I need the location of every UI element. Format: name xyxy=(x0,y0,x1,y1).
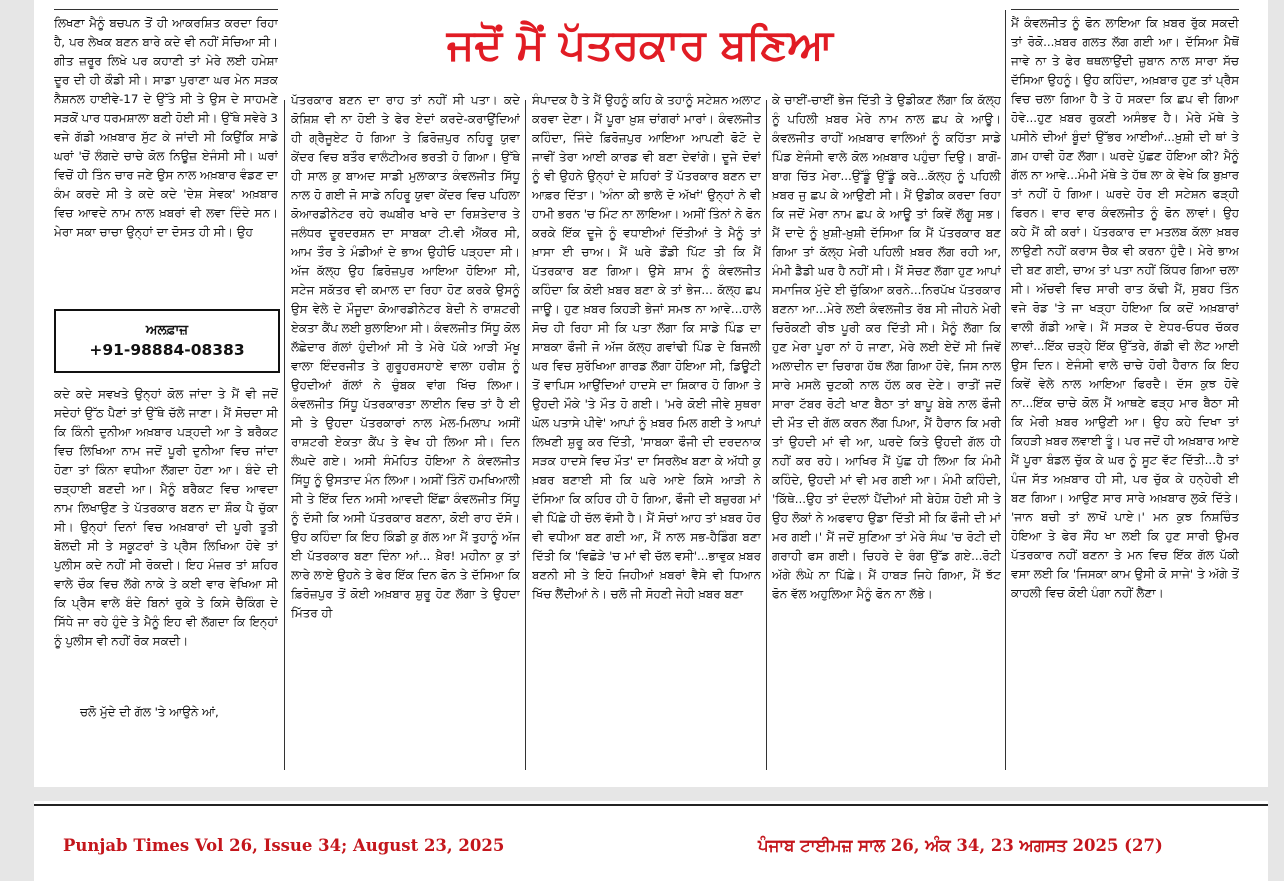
column-4 xyxy=(772,91,1001,731)
column-1-bottom xyxy=(54,385,278,695)
paragraph: ਕੇ ਚਾਈਂ-ਚਾਈਂ ਭੇਜ ਦਿੱਤੀ ਤੇ ਉਡੀਕਣ ਲੱਗਾ ਕਿ ਕੱਲ੍ਹ ਨੂੰ ਪਹਿਲੀ ਖ਼ਬਰ ਮੇਰੇ ਨਾਮ ਨਾਲ ਛਪ ਕੇ ਆਊ। ਕੰਵਲਜੀਤ ਰਾਹੀਂ ਅਖ਼ਬਾਰ ਵਾਲਿਆਂ ਨੂੰ ਕਹਿੱਤਾ ਸਾਡੇ ਪਿੰਡ ਏਜੰਸੀ ਵਾਲੇ ਕੋਲ ਅਖ਼ਬਾਰ ਪਹੁੰਚਾ ਦਿਉ। ਬਾਗੋਂ-ਬਾਗ ਚਿੱਤ ਮੇਰਾ...ਉੱਡੂੰ ਉੱਡੂੰ ਕਰੇ...ਕੱਲ੍ਹ ਨੂੰ ਪਹਿਲੀ ਖ਼ਬਰ ਜੁ ਛਪ ਕੇ ਆਉਣੀ ਸੀ। ਮੈਂ ਉਡੀਕ ਕਰਦਾ ਰਿਹਾ ਕਿ ਜਦੋਂ ਮੇਰਾ ਨਾਮ ਛਪ ਕੇ ਆਊ ਤਾਂ ਕਿਵੇਂ ਲੱਗੂ ਸਭ। ਮੈਂ ਦਾਦੇ ਨੂੰ ਖ਼ੁਸ਼ੀ-ਖ਼ੁਸ਼ੀ ਦੱਸਿਆ ਕਿ ਮੈਂ ਪੱਤਰਕਾਰ ਬਣ ਗਿਆ ਤਾਂ ਕੱਲ੍ਹ ਮੇਰੀ ਪਹਿਲੀ ਖ਼ਬਰ ਲੱਗ ਰਹੀ ਆ, ਮੰਮੀ ਡੈਡੀ ਘਰ ਹੈ ਨਹੀਂ ਸੀ। ਮੈਂ ਸੋਚਣ ਲੱਗਾ ਹੁਣ ਆਪਾਂ ਸਮਾਜਿਕ ਮੁੱਦੇ ਈ ਚੁੱਕਿਆ ਕਰਨੇ...ਨਿਰਪੱਖ ਪੱਤਰਕਾਰ ਬਣਨਾ ਆ...ਮੇਰੇ ਲਈ ਕੰਵਲਜੀਤ ਰੱਬ ਸੀ ਜੀਹਨੇ ਮੇਰੀ ਚਿਰੋਕਣੀ ਰੀਝ ਪੂਰੀ ਕਰ ਦਿੱਤੀ ਸੀ। ਮੈਨੂੰ ਲੱਗਾ ਕਿ ਹੁਣ ਮੇਰਾ ਪੂਰਾ ਨਾਂ ਹੋ ਜਾਣਾ, ਮੇਰੇ ਲਈ ਏਦੇਂ ਸੀ ਜਿਵੇਂ ਅਲਾਦੀਨ ਦਾ ਚਿਰਾਗ ਹੱਥ ਲੱਗ ਗਿਆ ਹੋਵੇ, ਜਿਸ ਨਾਲ ਸਾਰੇ ਮਸਲੇ ਚੁਟਕੀ ਨਾਲ ਹੱਲ ਕਰ ਦੇਣੇ। ਰਾਤੀਂ ਜਦੋਂ ਸਾਰਾ ਟੱਬਰ ਰੋਟੀ ਖਾਣ ਬੈਠਾ ਤਾਂ ਬਾਪੂ ਬੇਬੇ ਨਾਲ ਫੌਜੀ ਦੀ ਮੌਤ ਦੀ ਗੱਲ ਕਰਨ ਲੱਗ ਪਿਆ, ਮੈਂ ਹੈਰਾਨ ਕਿ ਮਰੀ ਤਾਂ ਉਹਦੀ ਮਾਂ ਵੀ ਆ, ਘਰਦੇ ਕਿਤੇ ਉਹਦੀ ਗੱਲ ਹੀ ਨਹੀਂ ਕਰ ਰਹੇ। ਆਖਿਰ ਮੈਂ ਪੁੱਛ ਹੀ ਲਿਆ ਕਿ ਮੰਮੀ ਕਹਿੰਦੇ, ਉਹਦੀ ਮਾਂ ਵੀ ਮਰ ਗਈ ਆ। ਮੰਮੀ ਕਹਿੰਦੀ, 'ਕਿੱਥੇ...ਉਹ ਤਾਂ ਦੰਦਲਾਂ ਪੈਂਦੀਆਂ ਸੀ ਬੇਹੋਸ਼ ਹੋਈ ਸੀ ਤੇ ਉਹ ਲੋਕਾਂ ਨੇ ਅਫਵਾਹ ਉਡਾ ਦਿੱਤੀ ਸੀ ਕਿ ਫੌਜੀ ਦੀ ਮਾਂ ਮਰ ਗਈ।' ਮੈਂ ਜਦੋਂ ਸੁਣਿਆ ਤਾਂ ਮੇਰੇ ਸੰਘ 'ਚ ਰੋਟੀ ਦੀ ਗਰਾਹੀ ਫਸ ਗਈ। ਚਿਹਰੇ ਦੇ ਰੰਗ ਉੱਡ ਗਏ...ਰੋਟੀ ਅੱਗੇ ਲੰਘੇ ਨਾ ਪਿੱਛੇ। ਮੈਂ ਹਾਬੜ ਜਿਹੇ ਗਿਆ, ਮੈਂ ਝੱਟ ਫੋਨ ਵੱਲ ਅਹੁਲਿਆ ਮੈਨੂੰ ਫੋਨ ਨਾ ਲੱਭੇ। xyxy=(772,93,1001,601)
author-phone: +91-98884-08383 xyxy=(89,341,245,359)
column-divider xyxy=(1005,10,1006,770)
paragraph: ਕਦੇ ਕਦੇ ਸਵਖਤੇ ਉਨ੍ਹਾਂ ਕੋਲ ਜਾਂਦਾ ਤੇ ਮੈਂ ਵੀ ਜਦੋਂ ਸਦੇਹਾਂ ਉੱਠ ਪੈਣਾਂ ਤਾਂ ਉੱਥੇ ਚੱਲੇ ਜਾਣਾ। ਮੈਂ ਸੋਚਦਾ ਸੀ ਕਿ ਕਿੰਨੀ ਦੁਨੀਆ ਅਖ਼ਬਾਰ ਪੜ੍ਹਦੀ ਆ ਤੇ ਬਰੈਕਟ ਵਿਚ ਲਿਖਿਆ ਨਾਮ ਜਦੋਂ ਪੂਰੀ ਦੁਨੀਆ ਵਿਚ ਜਾਂਦਾ ਹੋਣਾ ਤਾਂ ਕਿੰਨਾ ਵਧੀਆ ਲੱਗਦਾ ਹੋਣਾ ਆ। ਬੰਦੇ ਦੀ ਚੜ੍ਹਾਈ ਬਣਦੀ ਆ। ਮੈਨੂੰ ਬਰੈਕਟ ਵਿਚ ਆਵਦਾ ਨਾਮ ਲਿਖਾਉਣ ਤੇ ਪੱਤਰਕਾਰ ਬਣਨ ਦਾ ਸ਼ੌਕ ਪੈ ਚੁੱਕਾ ਸੀ। ਉਨ੍ਹਾਂ ਦਿਨਾਂ ਵਿਚ ਅਖ਼ਬਾਰਾਂ ਦੀ ਪੂਰੀ ਤੂਤੀ ਬੋਲਦੀ ਸੀ ਤੇ ਸਕੂਟਰਾਂ ਤੇ ਪ੍ਰੈਸ ਲਿਖਿਆ ਹੋਵੇ ਤਾਂ ਪੁਲੀਸ ਕਦੇ ਨਹੀਂ ਸੀ ਰੋਕਦੀ। ਇਹ ਮੰਜ਼ਰ ਤਾਂ ਸ਼ਹਿਰ ਵਾਲੇ ਚੌਕ ਵਿਚ ਲੱਗੇ ਨਾਕੇ ਤੇ ਕਈ ਵਾਰ ਵੇਖਿਆ ਸੀ ਕਿ ਪ੍ਰੈਸ ਵਾਲੇ ਬੰਦੇ ਬਿਨਾਂ ਰੁਕੇ ਤੇ ਕਿਸੇ ਚੈਕਿੰਗ ਦੇ ਸਿੱਧੇ ਜਾ ਰਹੇ ਹੁੰਦੇ ਤੇ ਮੈਨੂੰ ਇਹ ਵੀ ਲੱਗਦਾ ਕਿ ਇਨ੍ਹਾਂ ਨੂੰ ਪੁਲੀਸ ਵੀ ਨਹੀਂ ਰੋਕ ਸਕਦੀ। xyxy=(54,387,278,648)
column-1-top xyxy=(54,14,278,299)
footer-rule xyxy=(34,804,1268,806)
column-divider xyxy=(766,100,767,770)
column-5 xyxy=(1011,14,1239,714)
paragraph: ਚਲੋ ਮੁੱਦੇ ਦੀ ਗੱਲ 'ਤੇ ਆਉਨੇ ਆਂ, xyxy=(80,705,219,719)
column-top-rule xyxy=(1011,9,1239,10)
author-box xyxy=(54,309,280,373)
column-divider xyxy=(284,100,285,770)
column-divider xyxy=(525,100,526,770)
paragraph: ਮੈਂ ਕੰਵਲਜੀਤ ਨੂੰ ਫੋਨ ਲਾਇਆ ਕਿ ਖ਼ਬਰ ਰੁੱਕ ਸਕਦੀ ਤਾਂ ਰੋਕੋ...ਖ਼ਬਰ ਗਲਤ ਲੱਗ ਗਈ ਆ। ਦੱਸਿਆ ਮੈਥੋਂ ਜਾਵੇ ਨਾ ਤੇ ਫੇਰ ਥਥਲਾਉਂਦੀ ਜ਼ੁਬਾਨ ਨਾਲ ਸਾਰਾ ਸੱਚ ਦੱਸਿਆ ਉਹਨੂੰ। ਉਹ ਕਹਿੰਦਾ, ਅਖ਼ਬਾਰ ਹੁਣ ਤਾਂ ਪ੍ਰੈਸ ਵਿਚ ਚਲਾ ਗਿਆ ਹੈ ਤੇ ਹੋ ਸਕਦਾ ਕਿ ਛਪ ਵੀ ਗਿਆ ਹੋਵੇ...ਹੁਣ ਖ਼ਬਰ ਰੁਕਣੀ ਅਸੰਭਵ ਹੈ। ਮੇਰੇ ਮੱਥੇ ਤੇ ਪਸੀਨੇ ਦੀਆਂ ਬੂੰਦਾਂ ਉੱਭਰ ਆਈਆਂ...ਖ਼ੁਸ਼ੀ ਦੀ ਥਾਂ ਤੇ ਗ਼ਮ ਹਾਵੀ ਹੋਣ ਲੱਗਾ। ਘਰਦੇ ਪੁੱਛਣ ਹੋਇਆ ਕੀ? ਮੈਨੂੰ ਗੱਲ ਨਾ ਆਵੇ...ਮੰਮੀ ਮੱਥੇ ਤੇ ਹੱਥ ਲਾ ਕੇ ਵੇਖੇ ਕਿ ਬੁਖ਼ਾਰ ਤਾਂ ਨਹੀਂ ਹੋ ਗਿਆ। ਘਰਦੇ ਹੋਰ ਈ ਸਟੇਸ਼ਨ ਫੜ੍ਹੀ ਫਿਰਨ। ਵਾਰ ਵਾਰ ਕੰਵਲਜੀਤ ਨੂੰ ਫੋਨ ਲਾਵਾਂ। ਉਹ ਕਹੇ ਮੈਂ ਕੀ ਕਰਾਂ। ਪੱਤਰਕਾਰ ਦਾ ਮਤਲਬ ਕੱਲਾ ਖ਼ਬਰ ਲਾਉਣੀ ਨਹੀਂ ਕਰਾਸ ਚੈਕ ਵੀ ਕਰਨਾ ਹੁੰਦੈ। ਮੇਰੇ ਭਾਅ ਦੀ ਬਣ ਗਈ, ਚਾਅ ਤਾਂ ਪਤਾ ਨਹੀਂ ਕਿੱਧਰ ਗਿਆ ਚਲਾ ਸੀ। ਅੱਚਵੀ ਵਿਚ ਸਾਰੀ ਰਾਤ ਕੱਢੀ ਮੈਂ, ਸੁਬਹ ਤਿੰਨ ਵਜੇ ਰੋਡ 'ਤੇ ਜਾ ਖੜ੍ਹਾ ਹੋਇਆ ਕਿ ਕਦੋਂ ਅਖ਼ਬਾਰਾਂ ਵਾਲੀ ਗੱਡੀ ਆਵੇ। ਮੈਂ ਸੜਕ ਦੇ ਏਧਰ-ਓਧਰ ਚੱਕਰ ਲਾਵਾਂ...ਇੱਕ ਚੜ੍ਹੇ ਇੱਕ ਉੱਤਰੇ, ਗੱਡੀ ਵੀ ਲੇਟ ਆਈ ਉਸ ਦਿਨ। ਏਜੰਸੀ ਵਾਲੇ ਚਾਚੇ ਹੋਰੀ ਹੈਰਾਨ ਕਿ ਇਹ ਕਿਵੇਂ ਵੇਲੇ ਨਾਲ ਆਇਆ ਫਿਰਦੈ। ਦੱਸ ਕੁਝ ਹੋਵੇ ਨਾ...ਇੱਕ ਚਾਚੇ ਕੋਲ ਮੈਂ ਆਥਣੇ ਫੜ੍ਹ ਮਾਰ ਬੈਠਾ ਸੀ ਕਿ ਮੇਰੀ ਖ਼ਬਰ ਆਉਣੀ ਆ। ਉਹ ਕਹੇ ਦਿਖਾ ਤਾਂ ਕਿਹੜੀ ਖ਼ਬਰ ਲਵਾਈ ਤੂੰ। ਪਰ ਜਦੋਂ ਹੀ ਅਖ਼ਬਾਰ ਆਏ ਮੈਂ ਪੂਰਾ ਬੰਡਲ ਚੁੱਕ ਕੇ ਘਰ ਨੂੰ ਸੂਟ ਵੱਟ ਦਿੱਤੀ...ਹੈ ਤਾਂ ਪੰਜ ਸੱਤ ਅਖ਼ਬਾਰ ਹੀ ਸੀ, ਪਰ ਚੁੱਕ ਕੇ ਹਨ੍ਹੇਰੀ ਈ ਬਣ ਗਿਆ। ਆਉਣ ਸਾਰ ਸਾਰੇ ਅਖ਼ਬਾਰ ਲੁਕੋ ਦਿੱਤੇ। 'ਜਾਨ ਬਚੀ ਤਾਂ ਲਾਖੋਂ ਪਾਏ।' ਮਨ ਕੁਝ ਨਿਸ਼ਚਿੰਤ ਹੋਇਆ ਤੇ ਫੇਰ ਸੌਂਹ ਖਾ ਲਈ ਕਿ ਹੁਣ ਸਾਰੀ ਉਮਰ ਪੱਤਰਕਾਰ ਨਹੀਂ ਬਣਨਾ ਤੇ ਮਨ ਵਿਚ ਇੱਕ ਗੱਲ ਪੱਕੀ ਵਸਾ ਲਈ ਕਿ 'ਜਿਸਕਾ ਕਾਮ ਉਸੀ ਕੋ ਸਾਜੇ' ਤੇ ਅੱਗੇ ਤੋਂ ਕਾਹਲੀ ਵਿਚ ਕੋਈ ਪੰਗਾ ਨਹੀਂ ਲੈਣਾ। xyxy=(1011,16,1239,600)
paragraph: ਸੰਪਾਦਕ ਹੈ ਤੇ ਮੈਂ ਉਹਨੂੰ ਕਹਿ ਕੇ ਤਹਾਨੂੰ ਸਟੇਸ਼ਨ ਅਲਾਟ ਕਰਵਾ ਦੇਣਾ। ਮੈਂ ਪੂਰਾ ਖ਼ੁਸ਼ ਚਾਂਗਰਾਂ ਮਾਰਾਂ। ਕੰਵਲਜੀਤ ਕਹਿੰਦਾ, ਜਿੰਦੇ ਫ਼ਿਰੋਜ਼ਪੁਰ ਆਇਆ ਆਪਣੀ ਫੋਟੋ ਦੇ ਜਾਵੀਂ ਤੇਰਾ ਆਈ ਕਾਰਡ ਵੀ ਬਣਾ ਦੇਵਾਂਗੇ। ਦੂਜੇ ਦੋਵਾਂ ਨੂੰ ਵੀ ਉਹਨੇ ਉਨ੍ਹਾਂ ਦੇ ਸ਼ਹਿਰਾਂ ਤੋਂ ਪੱਤਰਕਾਰ ਬਣਨ ਦਾ ਆਫ਼ਰ ਦਿੱਤਾ। 'ਅੰਨਾ ਕੀ ਭਾਲੇ ਦੋ ਅੱਖਾਂ' ਉਨ੍ਹਾਂ ਨੇ ਵੀ ਹਾਮੀ ਭਰਨ 'ਚ ਮਿੰਟ ਨਾ ਲਾਇਆ। ਅਸੀਂ ਤਿੰਨਾਂ ਨੇ ਫੋਨ ਕਰਕੇ ਇੱਕ ਦੂਜੇ ਨੂੰ ਵਧਾਈਆਂ ਦਿੱਤੀਆਂ ਤੇ ਮੈਨੂੰ ਤਾਂ ਖ਼ਾਸਾ ਈ ਚਾਅ। ਮੈਂ ਘਰੇ ਡੌਂਡੀ ਪਿੱਟ ਤੀ ਕਿ ਮੈਂ ਪੱਤਰਕਾਰ ਬਣ ਗਿਆ। ਉਸੇ ਸ਼ਾਮ ਨੂੰ ਕੰਵਲਜੀਤ ਕਹਿੰਦਾ ਕਿ ਕੋਈ ਖ਼ਬਰ ਬਣਾ ਕੇ ਤਾਂ ਭੇਜ... ਕੱਲ੍ਹ ਛਪ ਜਾਊ। ਹੁਣ ਖ਼ਬਰ ਕਿਹੜੀ ਭੇਜਾਂ ਸਮਝ ਨਾ ਆਵੇ...ਹਾਲੇ ਸੋਚ ਹੀ ਰਿਹਾ ਸੀ ਕਿ ਪਤਾ ਲੱਗਾ ਕਿ ਸਾਡੇ ਪਿੰਡ ਦਾ ਸਾਬਕਾ ਫੌਜੀ ਜੋ ਅੱਜ ਕੱਲ੍ਹ ਗਵਾਂਢੀ ਪਿੰਡ ਦੇ ਬਿਜਲੀ ਘਰ ਵਿਚ ਸੁਰੱਖਿਆ ਗਾਰਡ ਲੱਗਾ ਹੋਇਆ ਸੀ, ਡਿਊਟੀ ਤੋਂ ਵਾਪਿਸ ਆਉਂਦਿਆਂ ਹਾਦਸੇ ਦਾ ਸ਼ਿਕਾਰ ਹੋ ਗਿਆ ਤੇ ਉਹਦੀ ਮੌਕੇ 'ਤੇ ਮੌਤ ਹੋ ਗਈ। 'ਮਰੇ ਕੋਈ ਜੀਵੇ ਸੁਥਰਾ ਘੋਲ ਪਤਾਸੇ ਪੀਵੇ' ਆਪਾਂ ਨੂੰ ਖ਼ਬਰ ਮਿਲ ਗਈ ਤੇ ਆਪਾਂ ਲਿਖਣੀ ਸ਼ੁਰੂ ਕਰ ਦਿੱਤੀ, 'ਸਾਬਕਾ ਫੌਜੀ ਦੀ ਦਰਦਨਾਕ ਸੜਕ ਹਾਦਸੇ ਵਿਚ ਮੌਤ' ਦਾ ਸਿਰਲੇਖ ਬਣਾ ਕੇ ਅੱਧੀ ਕੁ ਖ਼ਬਰ ਬਣਾਈ ਸੀ ਕਿ ਘਰੇ ਆਏ ਕਿਸੇ ਆੜੀ ਨੇ ਦੱਸਿਆ ਕਿ ਕਹਿਰ ਹੀ ਹੋ ਗਿਆ, ਫੌਜੀ ਦੀ ਬਜ਼ੁਰਗ ਮਾਂ ਵੀ ਪਿੱਛੇ ਹੀ ਚੱਲ ਵੱਸੀ ਹੈ। ਮੈਂ ਸੋਚਾਂ ਆਹ ਤਾਂ ਖ਼ਬਰ ਹੋਰ ਵੀ ਵਧੀਆ ਬਣ ਗਈ ਆ, ਮੈਂ ਨਾਲ ਸਭ-ਹੈਡਿੰਗ ਬਣਾ ਦਿੱਤੀ ਕਿ 'ਵਿਛੋੜੇ 'ਚ ਮਾਂ ਵੀ ਚੱਲ ਵਸੀ'...ਭਾਵੁਕ ਖ਼ਬਰ ਬਣਨੀ ਸੀ ਤੇ ਇਹੋ ਜਿਹੀਆਂ ਖ਼ਬਰਾਂ ਵੈਸੇ ਵੀ ਧਿਆਨ ਖਿੱਚ ਲੈਂਦੀਆਂ ਨੇ। ਚਲੋ ਜੀ ਸੋਹਣੀ ਜੇਹੀ ਖ਼ਬਰ ਬਣਾ xyxy=(532,93,761,601)
footer-punjabi-masthead: ਪੰਜਾਬ ਟਾਈਮਜ਼ ਸਾਲ 26, ਅੰਕ 34, 23 ਅਗਸਤ 2025 (27) xyxy=(758,836,1163,855)
paragraph: ਲਿਖਣਾ ਮੈਨੂੰ ਬਚਪਨ ਤੋਂ ਹੀ ਆਕਰਸ਼ਿਤ ਕਰਦਾ ਰਿਹਾ ਹੈ, ਪਰ ਲੇਖਕ ਬਣਨ ਬਾਰੇ ਕਦੇ ਵੀ ਨਹੀਂ ਸੋਚਿਆ ਸੀ। ਗੀਤ ਜ਼ਰੂਰ ਲਿਖੇ ਪਰ ਕਹਾਣੀ ਤਾਂ ਮੇਰੇ ਲਈ ਹਮੇਸ਼ਾ ਦੂਰ ਦੀ ਹੀ ਕੌਡੀ ਸੀ। ਸਾਡਾ ਪੁਰਾਣਾ ਘਰ ਮੇਨ ਸੜਕ ਨੈਸ਼ਨਲ ਹਾਈਵੇ-17 ਦੇ ਉੱਤੇ ਸੀ ਤੇ ਉਸ ਦੇ ਸਾਹਮਣੇ ਸੜਕੋਂ ਪਾਰ ਧਰਮਸ਼ਾਲਾ ਬਣੀ ਹੋਈ ਸੀ। ਉੱਥੇ ਸਵੇਰੇ 3 ਵਜੇ ਗੱਡੀ ਅਖ਼ਬਾਰ ਸੁੱਟ ਕੇ ਜਾਂਦੀ ਸੀ ਕਿਉਂਕਿ ਸਾਡੇ ਘਰਾਂ 'ਚੋਂ ਲੰਗਦੇ ਚਾਚੇ ਕੋਲ ਨਿਊਜ਼ ਏਜੰਸੀ ਸੀ। ਘਰਾਂ ਵਿਚੋਂ ਹੀ ਤਿੰਨ ਚਾਰ ਜਣੇ ਉਸ ਨਾਲ ਅਖ਼ਬਾਰ ਵੰਡਣ ਦਾ ਕੰਮ ਕਰਦੇ ਸੀ ਤੇ ਕਦੇ ਕਦੇ 'ਦੇਸ਼ ਸੇਵਕ' ਅਖ਼ਬਾਰ ਵਿਚ ਆਵਦੇ ਨਾਮ ਨਾਲ ਖ਼ਬਰਾਂ ਵੀ ਲਵਾ ਦਿੰਦੇ ਸਨ। ਮੇਰਾ ਸਕਾ ਚਾਚਾ ਉਨ੍ਹਾਂ ਦਾ ਦੋਸਤ ਹੀ ਸੀ। ਉਹ xyxy=(54,16,278,239)
paragraph: ਪੱਤਰਕਾਰ ਬਣਨ ਦਾ ਰਾਹ ਤਾਂ ਨਹੀਂ ਸੀ ਪਤਾ। ਕਦੇ ਕੋਸ਼ਿਸ਼ ਵੀ ਨਾ ਹੋਈ ਤੇ ਫੇਰ ਏਦਾਂ ਕਰਦੇ-ਕਰਾਉਂਦਿਆਂ ਹੀ ਗ੍ਰੈਜੂਏਟ ਹੋ ਗਿਆ ਤੇ ਫ਼ਿਰੋਜ਼ਪੁਰ ਨਹਿਰੂ ਯੁਵਾ ਕੇਂਦਰ ਵਿਚ ਬਤੌਰ ਵਾਲੰਟੀਅਰ ਭਰਤੀ ਹੋ ਗਿਆ। ਉੱਥੇ ਹੀ ਸਾਲ ਕੁ ਬਾਅਦ ਸਾਡੀ ਮੁਲਾਕਾਤ ਕੰਵਲਜੀਤ ਸਿੱਧੂ ਨਾਲ ਹੋ ਗਈ ਜੋ ਸਾਡੇ ਨਹਿਰੂ ਯੁਵਾ ਕੇਂਦਰ ਵਿਚ ਪਹਿਲਾ ਕੋਆਰਡੀਨੇਟਰ ਰਹੇ ਰਘਬੀਰ ਖਾਰੇ ਦਾ ਰਿਸ਼ਤੇਦਾਰ ਤੇ ਜਲੰਧਰ ਦੂਰਦਰਸ਼ਨ ਦਾ ਸਾਬਕਾ ਟੀ.ਵੀ ਐਂਕਰ ਸੀ, ਆਮ ਤੌਰ ਤੇ ਮੰਡੀਆਂ ਦੇ ਭਾਅ ਉਹੀਓ ਪੜ੍ਹਦਾ ਸੀ। ਅੱਜ ਕੱਲ੍ਹ ਉਹ ਫ਼ਿਰੋਜ਼ਪੁਰ ਆਇਆ ਹੋਇਆ ਸੀ, ਸਟੇਜ ਸਕੱਤਰ ਵੀ ਕਮਾਲ ਦਾ ਰਿਹਾ ਹੋਣ ਕਰਕੇ ਉਸਨੂੰ ਉਸ ਵੇਲੇ ਦੇ ਮੌਜੂਦਾ ਕੋਆਰਡੀਨੇਟਰ ਬੇਦੀ ਨੇ ਰਾਸ਼ਟਰੀ ਏਕਤਾ ਕੈਂਪ ਲਈ ਬੁਲਾਇਆ ਸੀ। ਕੰਵਲਜੀਤ ਸਿੱਧੂ ਕੋਲ ਲੱਛੇਦਾਰ ਗੱਲਾਂ ਹੁੰਦੀਆਂ ਸੀ ਤੇ ਮੇਰੇ ਪੱਕੇ ਆੜੀ ਮੱਖੂ ਵਾਲਾ ਇੰਦਰਜੀਤ ਤੇ ਗੁਰੂਹਰਸਹਾਏ ਵਾਲਾ ਹਰੀਸ਼ ਨੂੰ ਉਹਦੀਆਂ ਗੱਲਾਂ ਨੇ ਚੁੰਬਕ ਵਾਂਗ ਖਿੱਚ ਲਿਆ। ਕੰਵਲਜੀਤ ਸਿੱਧੂ ਪੱਤਰਕਾਰਤਾ ਲਾਈਨ ਵਿਚ ਤਾਂ ਹੈ ਈ ਸੀ ਤੇ ਉਹਦਾ ਪੱਤਰਕਾਰਾਂ ਨਾਲ ਮੇਲ-ਮਿਲਾਪ ਅਸੀਂ ਰਾਸ਼ਟਰੀ ਏਕਤਾ ਕੈਂਪ ਤੇ ਵੇਖ ਹੀ ਲਿਆ ਸੀ। ਦਿਨ ਲੰਘਦੇ ਗਏ। ਅਸੀ ਸੰਮੋਹਿਤ ਹੋਇਆ ਨੇ ਕੰਵਲਜੀਤ ਸਿੱਧੂ ਨੂੰ ਉਸਤਾਦ ਮੰਨ ਲਿਆ। ਅਸੀਂ ਤਿੰਨੋਂ ਹਮਖਿਆਲੀ ਸੀ ਤੇ ਇੱਕ ਦਿਨ ਅਸੀ ਆਵਦੀ ਇੱਛਾ ਕੰਵਲਜੀਤ ਸਿੱਧੂ ਨੂੰ ਦੱਸੀ ਕਿ ਅਸੀ ਪੱਤਰਕਾਰ ਬਣਨਾ, ਕੋਈ ਰਾਹ ਦੱਸੋ। ਉਹ ਕਹਿੰਦਾ ਕਿ ਇਹ ਕਿੰਡੀ ਕੁ ਗੱਲ ਆ ਮੈਂ ਤੁਹਾਨੂੰ ਅੱਜ ਈ ਪੱਤਰਕਾਰ ਬਣਾ ਦਿੰਨਾ ਆਂ... ਖ਼ੈਰ! ਮਹੀਨਾ ਕੁ ਤਾਂ ਲਾਰੇ ਲਾਏ ਉਹਨੇ ਤੇ ਫੇਰ ਇੱਕ ਦਿਨ ਫੋਨ ਤੇ ਦੱਸਿਆ ਕਿ ਫ਼ਿਰੋਜ਼ਪੁਰ ਤੋਂ ਕੋਈ ਅਖ਼ਬਾਰ ਸ਼ੁਰੂ ਹੋਣ ਲੱਗਾ ਤੇ ਉਹਦਾ ਮਿੱਤਰ ਹੀ xyxy=(291,93,520,620)
footer-english-masthead: Punjab Times Vol 26, Issue 34; August 23, 2025 xyxy=(63,836,505,855)
article-headline: ਜਦੋਂ ਮੈਂ ਪੱਤਰਕਾਰ ਬਣਿਆ xyxy=(446,20,834,69)
column-top-rule xyxy=(54,9,278,10)
column-1-last xyxy=(54,703,278,728)
column-3 xyxy=(532,91,761,731)
column-2 xyxy=(291,91,520,731)
author-name: ਅਲਫ਼ਾਜ਼ xyxy=(145,322,189,338)
